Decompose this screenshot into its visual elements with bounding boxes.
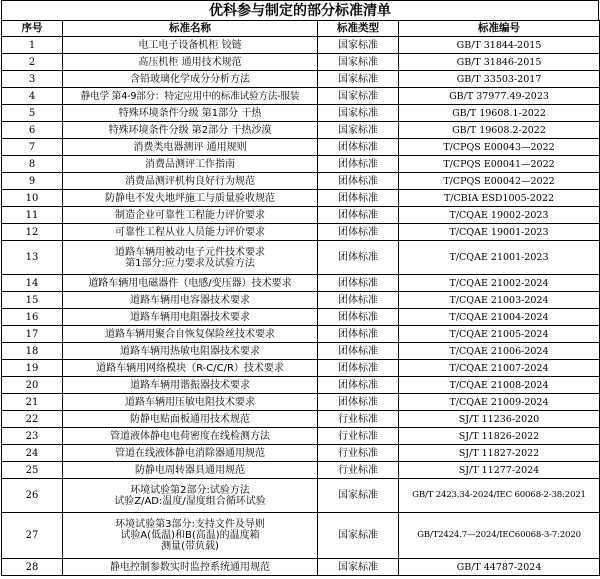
standard-name (63, 360, 318, 377)
table-row (2, 292, 600, 309)
header-type: 标准类型 (318, 21, 399, 37)
standard-name-line: 静电控制参数实时监控系统通用规范 (110, 561, 270, 573)
standard-name (63, 309, 318, 326)
standards-sheet (1, 0, 599, 576)
standard-type: 团体标准 (318, 241, 399, 275)
standard-name (63, 559, 318, 576)
standard-code: GB/T 31846-2015 (399, 54, 600, 71)
row-number: 25 (2, 462, 63, 479)
table-row (2, 71, 600, 88)
table-row (2, 54, 600, 71)
standard-name (63, 88, 318, 105)
standard-name-line: 防静电不发火地坪施工与质量验收规范 (105, 192, 275, 204)
table-row (2, 105, 600, 122)
row-number: 26 (2, 479, 63, 513)
standard-code: SJ/T 11277-2024 (399, 462, 600, 479)
row-number: 11 (2, 207, 63, 224)
standard-type: 团体标准 (318, 343, 399, 360)
table-row (2, 326, 600, 343)
standard-name (63, 71, 318, 88)
standard-type: 团体标准 (318, 309, 399, 326)
standard-code: T/CQAE 21006-2024 (399, 343, 600, 360)
standard-type: 行业标准 (318, 445, 399, 462)
row-number: 15 (2, 292, 63, 309)
standard-name-line: 防静电贴面板通用技术规范 (130, 413, 250, 425)
sheet-title: 优科参与制定的部分标准清单 (1, 0, 599, 20)
standard-name (63, 105, 318, 122)
row-number: 12 (2, 224, 63, 241)
standard-name-line: 道路车辆用网络模块（R-C/C/R）技术要求 (96, 362, 284, 374)
row-number: 21 (2, 394, 63, 411)
standard-name (63, 156, 318, 173)
standard-type: 行业标准 (318, 411, 399, 428)
standard-name-line: 道路车辆用热敏电阻器技术要求 (120, 345, 260, 357)
standard-name-line: 管道液体静电电荷密度在线检测方法 (110, 430, 270, 442)
standard-name (63, 462, 318, 479)
standard-name (63, 241, 318, 275)
standard-name (63, 326, 318, 343)
standard-code: GB/T 31844-2015 (399, 37, 600, 54)
row-number: 9 (2, 173, 63, 190)
standard-name-line: 道路车辆用电阻器技术要求 (130, 311, 250, 323)
standard-name-line: 含铅玻璃化学成分分析方法 (130, 73, 250, 85)
standard-code: T/CQAE 21005-2024 (399, 326, 600, 343)
standard-name (63, 37, 318, 54)
standard-name (63, 343, 318, 360)
table-row (2, 207, 600, 224)
standard-name-line: 电工电子设备机柜 铰链 (138, 39, 242, 51)
table-row (2, 173, 600, 190)
row-number: 6 (2, 122, 63, 139)
standard-type: 团体标准 (318, 377, 399, 394)
row-number: 20 (2, 377, 63, 394)
row-number: 4 (2, 88, 63, 105)
standard-code: SJ/T 11826-2022 (399, 428, 600, 445)
table-row (2, 479, 600, 513)
standard-type: 国家标准 (318, 105, 399, 122)
row-number: 3 (2, 71, 63, 88)
row-number: 14 (2, 275, 63, 292)
standard-code: GB/T 44787-2024 (399, 559, 600, 576)
standard-code: GB/T 37977.49-2023 (399, 88, 600, 105)
table-row (2, 445, 600, 462)
standard-type: 团体标准 (318, 173, 399, 190)
standard-type: 团体标准 (318, 224, 399, 241)
standard-name-line: 消费品测评机构良好行为规范 (125, 175, 255, 187)
standard-name (63, 292, 318, 309)
standard-name-line: 静电学 第4-9部分：特定应用中的标准试验方法-服装 (80, 90, 300, 102)
row-number: 17 (2, 326, 63, 343)
standard-name (63, 275, 318, 292)
standard-name-line: 消费类电器测评 通用规则 (133, 141, 247, 153)
row-number: 28 (2, 559, 63, 576)
standard-type: 团体标准 (318, 156, 399, 173)
standard-name-line: 防静电周转器具通用规范 (135, 464, 245, 476)
standard-name-line: 环境试验第3部分:支持文件及导则 (115, 519, 265, 530)
standard-type: 国家标准 (318, 513, 399, 559)
table-row (2, 513, 600, 559)
standard-code: T/CQAE 21007-2024 (399, 360, 600, 377)
standard-name-line: 管道在线液体静电消除器通用规范 (115, 447, 265, 459)
standard-type: 国家标准 (318, 559, 399, 576)
standard-type: 团体标准 (318, 190, 399, 207)
table-row (2, 428, 600, 445)
table-row (2, 156, 600, 173)
standard-name (63, 513, 318, 559)
table-row (2, 462, 600, 479)
row-number: 27 (2, 513, 63, 559)
standard-name-line: 道路车辆用聚合自恢复保险丝技术要求 (105, 328, 275, 340)
standard-name-line: 道路车辆用被动电子元件技术要求 (115, 246, 265, 258)
standard-name-line: 环境试验第2部分:试验方法 (130, 484, 250, 496)
row-number: 19 (2, 360, 63, 377)
table-row (2, 360, 600, 377)
standard-code: T/CQAE 21009-2024 (399, 394, 600, 411)
standard-type: 团体标准 (318, 326, 399, 343)
standard-type: 国家标准 (318, 122, 399, 139)
row-number: 2 (2, 54, 63, 71)
row-number: 18 (2, 343, 63, 360)
standard-code: SJ/T 11236-2020 (399, 411, 600, 428)
standard-code: T/CQAE 19001-2023 (399, 224, 600, 241)
table-row (2, 559, 600, 576)
table-row (2, 309, 600, 326)
standard-name-line: 特殊环境条件分级 第1部分 干热 (118, 107, 262, 119)
row-number: 23 (2, 428, 63, 445)
row-number: 22 (2, 411, 63, 428)
standard-name (63, 411, 318, 428)
standard-name-line: 可靠性工程从业人员能力评价要求 (115, 226, 265, 238)
standard-name (63, 428, 318, 445)
standard-code: T/CBIA ESD1005-2022 (399, 190, 600, 207)
standard-code: T/CQAE 21008-2024 (399, 377, 600, 394)
standard-name-line: 高压机柜 通用技术规范 (138, 56, 242, 68)
table-row (2, 122, 600, 139)
standard-code: GB/T 2423.34-2024/IEC 60068-2-38:2021 (399, 479, 600, 513)
row-number: 16 (2, 309, 63, 326)
standard-name (63, 207, 318, 224)
standard-code: GB/T 19608.2-2022 (399, 122, 600, 139)
standard-code: T/CPQS E00043—2022 (399, 139, 600, 156)
standard-type: 团体标准 (318, 275, 399, 292)
standard-type: 行业标准 (318, 428, 399, 445)
standard-name (63, 224, 318, 241)
standard-name (63, 190, 318, 207)
standard-code: T/CPQS E00042—2022 (399, 173, 600, 190)
standard-name-line: 第1部分:应力要求及试验方法 (125, 257, 255, 269)
standard-name (63, 173, 318, 190)
standard-name (63, 445, 318, 462)
row-number: 13 (2, 241, 63, 275)
standard-type: 团体标准 (318, 139, 399, 156)
standard-code: T/CQAE 21002-2024 (399, 275, 600, 292)
standards-table (1, 20, 600, 576)
standard-type: 国家标准 (318, 479, 399, 513)
row-number: 1 (2, 37, 63, 54)
standard-name-line: 道路车辆用谐振器技术要求 (130, 379, 250, 391)
standard-type: 团体标准 (318, 394, 399, 411)
standard-name-line: 试验Z/AD:温度/湿度组合循环试验 (114, 495, 266, 507)
standard-name-line: 制造企业可靠性工程能力评价要求 (115, 209, 265, 221)
standard-name (63, 394, 318, 411)
table-row (2, 377, 600, 394)
standard-name-line: 道路车辆用电磁器件（电感/变压器）技术要求 (88, 277, 292, 289)
standard-type: 国家标准 (318, 37, 399, 54)
table-row (2, 394, 600, 411)
standard-code: T/CQAE 21004-2024 (399, 309, 600, 326)
table-row (2, 37, 600, 54)
table-row (2, 275, 600, 292)
standard-code: GB/T 19608.1-2022 (399, 105, 600, 122)
standard-name (63, 139, 318, 156)
row-number: 24 (2, 445, 63, 462)
standard-name-line: 道路车辆用压敏电阻技术要求 (125, 396, 255, 408)
standard-name (63, 54, 318, 71)
standard-name-line: 特殊环境条件分级 第2部分 干热沙漠 (108, 124, 272, 136)
standard-type: 团体标准 (318, 292, 399, 309)
standard-name (63, 377, 318, 394)
table-header-row (2, 21, 600, 37)
standard-name-line: 试验A(低温)和B(高温)的温度箱 (120, 530, 260, 541)
row-number: 7 (2, 139, 63, 156)
standard-type: 行业标准 (318, 462, 399, 479)
standard-name (63, 479, 318, 513)
standard-code: GB/T2424.7—2024/IEC60068-3-7:2020 (399, 513, 600, 559)
row-number: 8 (2, 156, 63, 173)
standard-code: T/CQAE 19002-2023 (399, 207, 600, 224)
row-number: 10 (2, 190, 63, 207)
standard-name-line: 道路车辆用电容器技术要求 (130, 294, 250, 306)
table-row (2, 224, 600, 241)
standard-type: 团体标准 (318, 360, 399, 377)
header-code: 标准编号 (399, 21, 600, 37)
standard-type: 国家标准 (318, 88, 399, 105)
standard-code: GB/T 33503-2017 (399, 71, 600, 88)
standard-type: 团体标准 (318, 207, 399, 224)
table-row (2, 190, 600, 207)
standard-name (63, 122, 318, 139)
standard-name-line: 消费品测评工作指南 (145, 158, 235, 170)
standard-code: T/CPQS E00041—2022 (399, 156, 600, 173)
standard-type: 国家标准 (318, 54, 399, 71)
standard-code: T/CQAE 21001-2023 (399, 241, 600, 275)
row-number: 5 (2, 105, 63, 122)
header-name: 标准名称 (63, 21, 318, 37)
standard-code: SJ/T 11827-2022 (399, 445, 600, 462)
standard-type: 国家标准 (318, 71, 399, 88)
standard-name-line: 测量(带负载) (161, 541, 219, 552)
table-row (2, 88, 600, 105)
table-row (2, 139, 600, 156)
table-row (2, 241, 600, 275)
header-no: 序号 (2, 21, 63, 37)
table-body (2, 37, 600, 576)
table-row (2, 411, 600, 428)
standard-code: T/CQAE 21003-2024 (399, 292, 600, 309)
table-row (2, 343, 600, 360)
